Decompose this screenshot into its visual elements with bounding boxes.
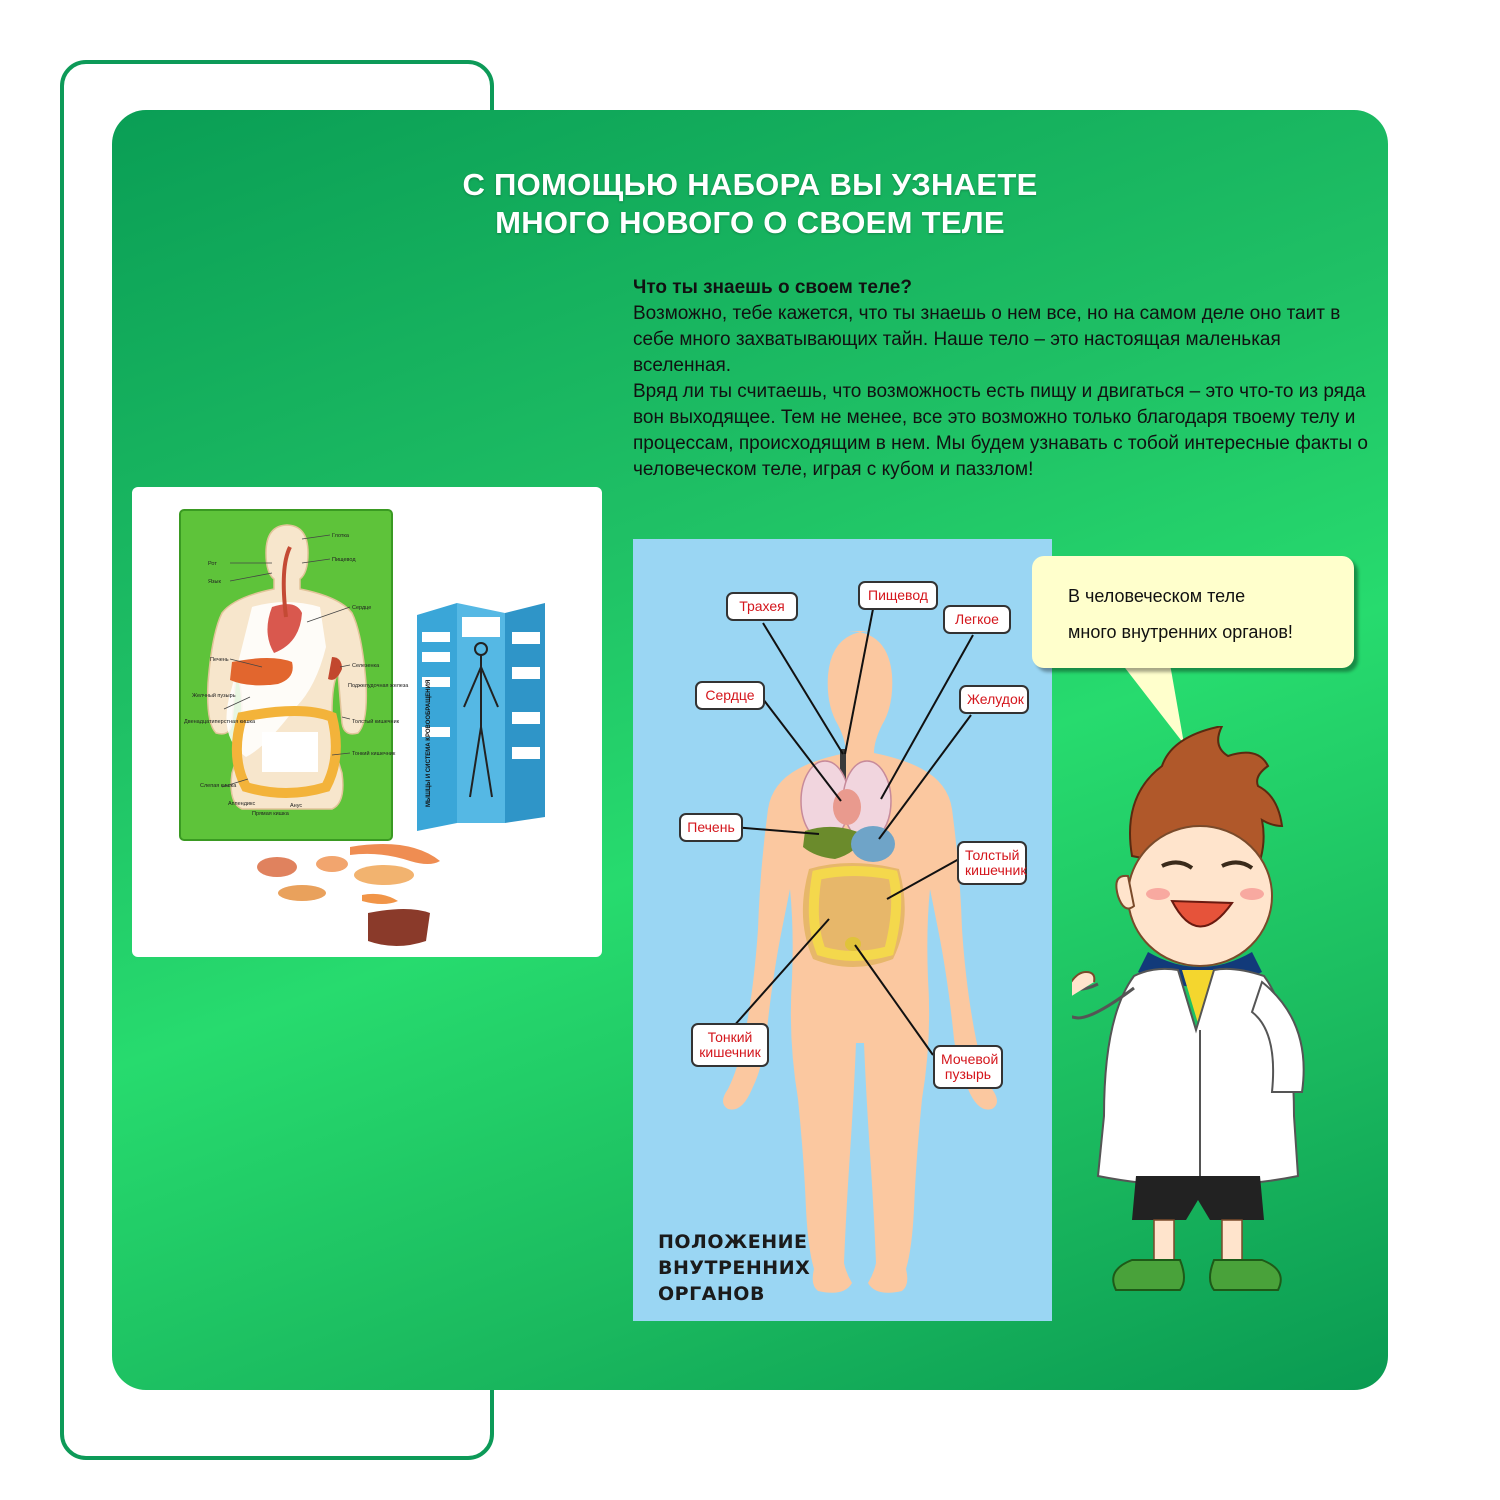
speech-line-1: В человеческом теле bbox=[1068, 586, 1246, 606]
puzzle-label: Пищевод bbox=[332, 557, 356, 563]
puzzle-label: Двенадцатиперстная кишка bbox=[184, 719, 256, 725]
label-small-intestine-line-1: Тонкий bbox=[707, 1029, 753, 1045]
intro-paragraph-1: Возможно, тебе кажется, что ты знаешь о нем все, но на самом деле оно таит в себе много захватывающих тайн. Наше тело – это настоящая маленькая вселенная. bbox=[633, 303, 1341, 376]
label-bladder-line-1: Мочевой bbox=[941, 1051, 999, 1067]
diagram-caption bbox=[658, 1229, 810, 1307]
intro-text bbox=[633, 275, 1373, 483]
puzzle-label: Глотка bbox=[332, 533, 349, 539]
product-photo bbox=[132, 487, 602, 957]
puzzle-label: Тонкий кишечник bbox=[352, 751, 396, 757]
puzzle-label: Анус bbox=[290, 803, 303, 809]
label-trachea: Трахея bbox=[726, 592, 798, 621]
puzzle-label: Сердце bbox=[352, 605, 372, 611]
cartoon-boy-illustration bbox=[1072, 726, 1322, 1306]
puzzle-label: Язык bbox=[208, 579, 221, 585]
label-liver: Печень bbox=[679, 813, 743, 842]
speech-bubble bbox=[1032, 556, 1354, 668]
puzzle-label: Аппендикс bbox=[228, 801, 256, 807]
label-bladder-line-2: пузырь bbox=[944, 1066, 992, 1082]
label-bladder bbox=[933, 1045, 1003, 1089]
speech-line-2: много внутренних органов! bbox=[1068, 622, 1293, 642]
puzzle-label: Рот bbox=[208, 561, 217, 567]
intro-question: Что ты знаешь о своем теле? bbox=[633, 277, 912, 298]
cube-title: МЫШЦЫ И СИСТЕМА КРОВООБРАЩЕНИЯ bbox=[426, 679, 432, 807]
label-large-intestine-line-2: кишечник bbox=[965, 862, 1027, 878]
intro-paragraph-2: Вряд ли ты считаешь, что возможность есть пищу и двигаться – это что-то из ряда вон выходящее. Тем не менее, все это возможно только благодаря твоему телу и процессам, происходящим в нем. Мы будем узнавать с тобой интересные факты о человеческом теле, играя с кубом и паззлом! bbox=[633, 381, 1368, 480]
label-small-intestine-line-2: кишечник bbox=[699, 1044, 761, 1060]
puzzle-label: Слепая кишка bbox=[200, 783, 237, 789]
headline-line-2: МНОГО НОВОГО О СВОЕМ ТЕЛЕ bbox=[495, 205, 1005, 240]
label-large-intestine bbox=[957, 841, 1027, 885]
label-large-intestine-line-1: Толстый bbox=[965, 847, 1020, 863]
organ-diagram bbox=[633, 539, 1052, 1321]
label-lung: Легкое bbox=[943, 605, 1011, 634]
body-silhouette bbox=[633, 539, 1052, 1321]
caption-line-1: ПОЛОЖЕНИЕ bbox=[658, 1231, 808, 1253]
caption-line-3: ОРГАНОВ bbox=[658, 1283, 765, 1305]
headline bbox=[112, 166, 1388, 242]
puzzle-label: Толстый кишечник bbox=[352, 719, 400, 725]
speech-text bbox=[1068, 578, 1293, 650]
label-heart: Сердце bbox=[695, 681, 765, 710]
label-stomach: Желудок bbox=[959, 685, 1029, 714]
puzzle-label: Прямая кишка bbox=[252, 811, 289, 817]
puzzle-label: Селезенка bbox=[352, 663, 380, 669]
content-panel bbox=[112, 110, 1388, 1390]
puzzle-board-illustration bbox=[132, 487, 602, 957]
caption-line-2: ВНУТРЕННИХ bbox=[658, 1257, 811, 1279]
puzzle-label: Желчный пузырь bbox=[192, 693, 236, 699]
label-small-intestine bbox=[691, 1023, 769, 1067]
label-esophagus: Пищевод bbox=[858, 581, 938, 610]
puzzle-label: Печень bbox=[210, 657, 229, 663]
puzzle-label: Поджелудочная железа bbox=[348, 683, 409, 689]
headline-line-1: С ПОМОЩЬЮ НАБОРА ВЫ УЗНАЕТЕ bbox=[462, 167, 1038, 202]
